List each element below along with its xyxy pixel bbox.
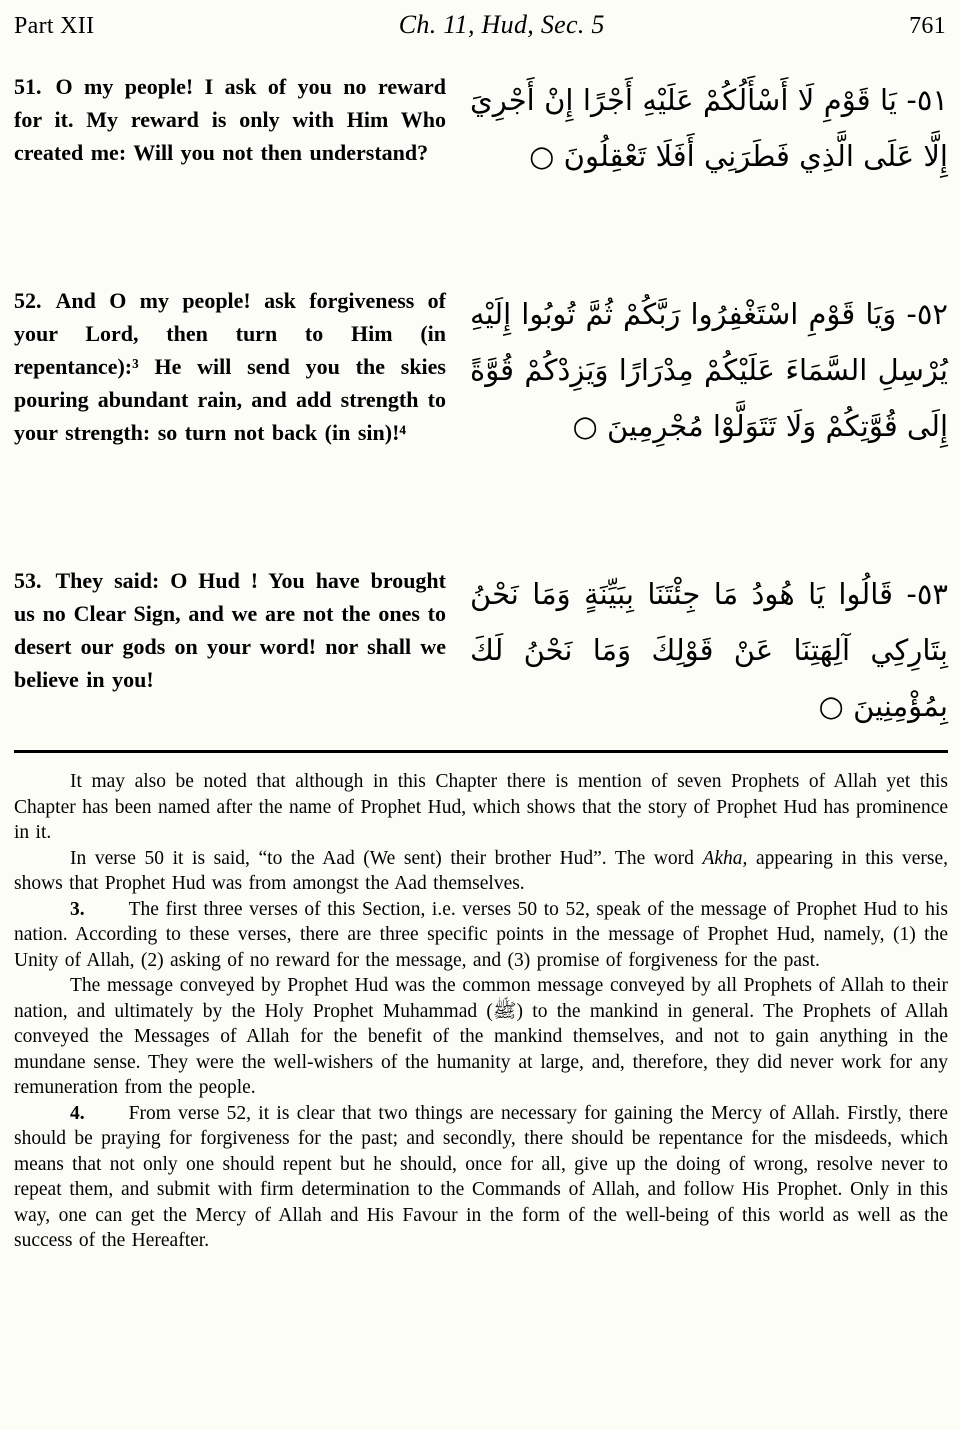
section-divider bbox=[14, 750, 948, 753]
paragraph-text: appearing in this verse, shows that Prophet Hud was from amongst the Aad themselves. bbox=[14, 847, 948, 894]
italic-term: Akha, bbox=[702, 847, 748, 869]
paragraph-text: It may also be noted that although in this Chapter there is mention of seven Prophets of Allah yet this Chapter has been named after the name of Prophet Hud, which shows that the story of Prophet Hud has prominence in it. bbox=[14, 771, 948, 843]
verse-arabic-51: ٥١- يَا قَوْمِ لَا أَسْأَلُكُمْ عَلَيْهِ أَجْرًا إِنْ أَجْرِيَ إِلَّا عَلَى الَّذِي فَطَرَنِي أَفَلَا تَعْقِلُونَ ○ bbox=[470, 83, 948, 173]
footnote-paragraph-3 bbox=[14, 897, 948, 974]
verse-english-53 bbox=[14, 564, 446, 696]
commentary-section bbox=[14, 769, 948, 1254]
paragraph-text: The message conveyed by Prophet Hud was the common message conveyed by all Prophets of Allah to their nation, and ultimately by the Holy Prophet Muhammad (ﷺ) to the mankind in general. The Prophets of Allah conveyed the Messages of Allah for the benefit of the mankind themselves, and not to gain anything in the mundane sense. They were the well-wishers of the humanity at large, and, therefore, they did never work for any remuneration from the people. bbox=[14, 975, 948, 1098]
verse-row-53 bbox=[14, 564, 948, 740]
verses-section bbox=[14, 70, 948, 740]
footnote-number: 4. bbox=[70, 1102, 85, 1124]
verse-arabic-53: ٥٣- قَالُوا يَا هُودُ مَا جِئْتَنَا بِبَيِّنَةٍ وَمَا نَحْنُ بِتَارِكِي آلِهَتِنَا عَنْ قَوْلِكَ وَمَا نَحْنُ لَكَ بِمُؤْمِنِينَ ○ bbox=[470, 577, 948, 723]
footnote-text: From verse 52, it is clear that two things are necessary for gaining the Mercy of Allah. Firstly, there should be praying for forgiveness for the past; and secondly, there should be repentance for the misdeeds, which means that not only one should repent but he should, once for all, give up the doing of wrong, resolve never to repeat them, and submit with firm determination to the Commands of Allah, and follow His Prophet. Only in this way, one can get the Mercy of Allah and His Favour in the form of the well-being of this world as well as the success of the Hereafter. bbox=[14, 1102, 948, 1251]
verse-row-52 bbox=[14, 284, 948, 528]
verse-arabic-52: ٥٢- وَيَا قَوْمِ اسْتَغْفِرُوا رَبَّكُمْ ثُمَّ تُوبُوا إِلَيْهِ يُرْسِلِ السَّمَاءَ عَلَيْكُمْ مِدْرَارًا وَيَزِدْكُمْ قُوَّةً إِلَى قُوَّتِكُمْ وَلَا تَتَوَلَّوْا مُجْرِمِينَ ○ bbox=[470, 297, 948, 443]
commentary-paragraph-1 bbox=[14, 769, 948, 846]
verse-english-51 bbox=[14, 70, 446, 169]
page-number: 761 bbox=[909, 13, 946, 39]
page-header bbox=[14, 8, 948, 40]
footnote-paragraph-4 bbox=[14, 1101, 948, 1254]
footnote-text: The first three verses of this Section, i.e. verses 50 to 52, speak of the message of Prophet Hud to his nation. According to these verses, there are three specific points in the message of Prophet Hud, namely, (1) the Unity of Allah, (2) asking of no reward for the message, and (3) promise of forgiveness for the past. bbox=[14, 898, 948, 971]
verse-text: O my people! I ask of you no reward for it. My reward is only with Him Who created me: Will you not then understand? bbox=[14, 74, 446, 165]
commentary-paragraph-2 bbox=[14, 846, 948, 897]
verse-number: 52. bbox=[14, 288, 42, 313]
verse-number: 51. bbox=[14, 74, 42, 99]
verse-english-52 bbox=[14, 284, 446, 449]
paragraph-text: In verse 50 it is said, “to the Aad (We sent) their brother Hud”. The word bbox=[70, 847, 703, 869]
verse-text: They said: O Hud ! You have brought us no Clear Sign, and we are not the ones to desert our gods on your word! nor shall we believe in you! bbox=[14, 568, 446, 692]
verse-text: And O my people! ask forgiveness of your Lord, then turn to Him (in repentance):³ He will send you the skies pouring abundant rain, and add strength to your strength: so turn not back (in sin)!⁴ bbox=[14, 288, 446, 445]
verse-row-51 bbox=[14, 70, 948, 248]
part-label: Part XII bbox=[14, 13, 95, 39]
commentary-paragraph-4 bbox=[14, 973, 948, 1101]
footnote-number: 3. bbox=[70, 898, 85, 920]
chapter-heading: Ch. 11, Hud, Sec. 5 bbox=[398, 10, 605, 39]
verse-number: 53. bbox=[14, 568, 42, 593]
